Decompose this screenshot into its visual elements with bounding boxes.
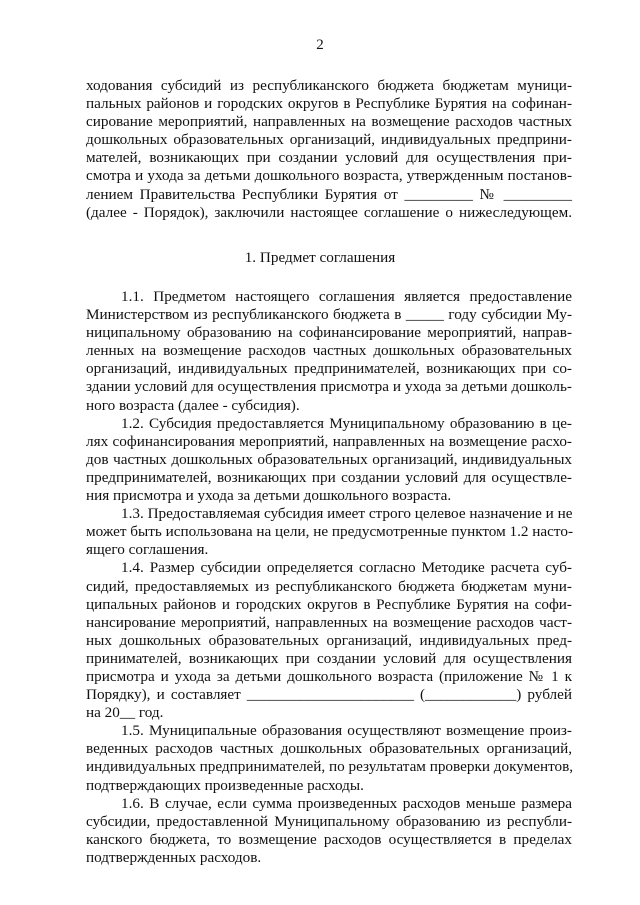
text-line: сирование мероприятий, направленных на возмещение расходов частных — [86, 113, 572, 131]
text-line: нансирование мероприятий, направленных на возмещение расходов част- — [86, 613, 572, 631]
text-line: на 20__ год. — [86, 704, 164, 722]
text-line: пальных районов и городских округов в Республике Бурятия на софинан- — [86, 95, 572, 113]
paragraph-1-3 — [86, 505, 572, 559]
paragraph-1-5 — [86, 722, 572, 794]
text-line: ленных на возмещение расходов частных дошкольных образовательных — [86, 342, 572, 360]
text-line: (далее - Порядок), заключили настоящее соглашение о нижеследующем. — [86, 203, 572, 221]
text-line: 1.6. В случае, если сумма произведенных расходов меньше размера — [121, 794, 572, 812]
intro-paragraph — [86, 77, 572, 222]
text-line: индивидуальных предпринимателей, по результатам проверки документов, — [86, 758, 574, 776]
text-line: предпринимателей, возникающих при создании условий для осуществле- — [86, 468, 572, 486]
text-line: дошкольных образовательных организаций, индивидуальных предприни- — [86, 131, 572, 149]
text-line: 1.2. Субсидия предоставляется Муниципальному образованию в це- — [121, 414, 572, 432]
text-line: веденных расходов частных дошкольных образовательных организаций, — [86, 740, 572, 758]
text-line: 1.5. Муниципальные образования осуществляют возмещение произ- — [121, 722, 572, 740]
text-line: субсидии, предоставленной Муниципальному образованию из республи- — [86, 812, 572, 830]
text-line: ящего соглашения. — [86, 541, 209, 559]
paragraph-1-2 — [86, 415, 572, 505]
text-line: ного возраста (далее - субсидия). — [86, 396, 300, 414]
paragraph-1-4 — [86, 559, 572, 722]
text-line: ниципальному образованию на софинансирование мероприятий, направ- — [86, 324, 572, 342]
text-line: смотра и ухода за детьми дошкольного возраста, утвержденным постанов- — [86, 167, 572, 185]
text-line: подтверждающих произведенные расходы. — [86, 776, 364, 794]
text-line: присмотра и ухода за детьми дошкольного возраста (приложение № 1 к — [86, 667, 572, 685]
text-line: Министерством из республиканского бюджета в _____ году субсидии Му- — [86, 306, 572, 324]
text-line: канского бюджета, то возмещение расходов осуществляется в пределах — [86, 830, 572, 848]
paragraph-1-6 — [86, 795, 572, 867]
text-line: 1.1. Предметом настоящего соглашения является предоставление — [121, 288, 572, 305]
section-title: 1. Предмет соглашения — [244, 249, 396, 266]
text-line: ходования субсидий из республиканского бюджета бюджетам муници- — [86, 77, 572, 94]
text-line: ципальных районов и городских округов в Республике Бурятия на софи- — [86, 595, 572, 613]
text-line: лях софинансирования мероприятий, направленных на возмещение расхо- — [86, 432, 572, 450]
text-line: Порядку), и составляет ______________________ (____________) рублей — [86, 686, 572, 704]
text-line: 1.3. Предоставляемая субсидия имеет строго целевое назначение и не — [121, 505, 573, 523]
text-line: мателей, возникающих при создании условий для осуществления при- — [86, 149, 572, 167]
paragraph-1-1 — [86, 288, 572, 415]
text-line: дов частных дошкольных образовательных организаций, индивидуальных — [86, 450, 572, 468]
section-body — [86, 288, 572, 867]
text-line: может быть использована на цели, не предусмотренные пунктом 1.2 насто- — [86, 523, 573, 541]
text-line: организаций, индивидуальных предпринимателей, возникающих при со- — [86, 360, 572, 378]
text-line: ных дошкольных образовательных организаций, индивидуальных пред- — [86, 631, 572, 649]
text-line: ния присмотра и ухода за детьми дошкольного возраста. — [86, 487, 452, 505]
text-line: 1.4. Размер субсидии определяется согласно Методике расчета суб- — [121, 559, 572, 577]
text-line: здании условий для осуществления присмотра и ухода за детьми дошколь- — [86, 378, 572, 396]
text-line: лением Правительства Республики Бурятия от _________ № _________ — [86, 185, 572, 203]
text-line: сидий, предоставляемых из республиканского бюджета бюджетам муни- — [86, 577, 572, 595]
text-line: подтвержденных расходов. — [86, 848, 262, 866]
text-line: принимателей, возникающих при создании условий для осуществления — [86, 649, 572, 667]
page-number: 2 — [316, 37, 324, 53]
